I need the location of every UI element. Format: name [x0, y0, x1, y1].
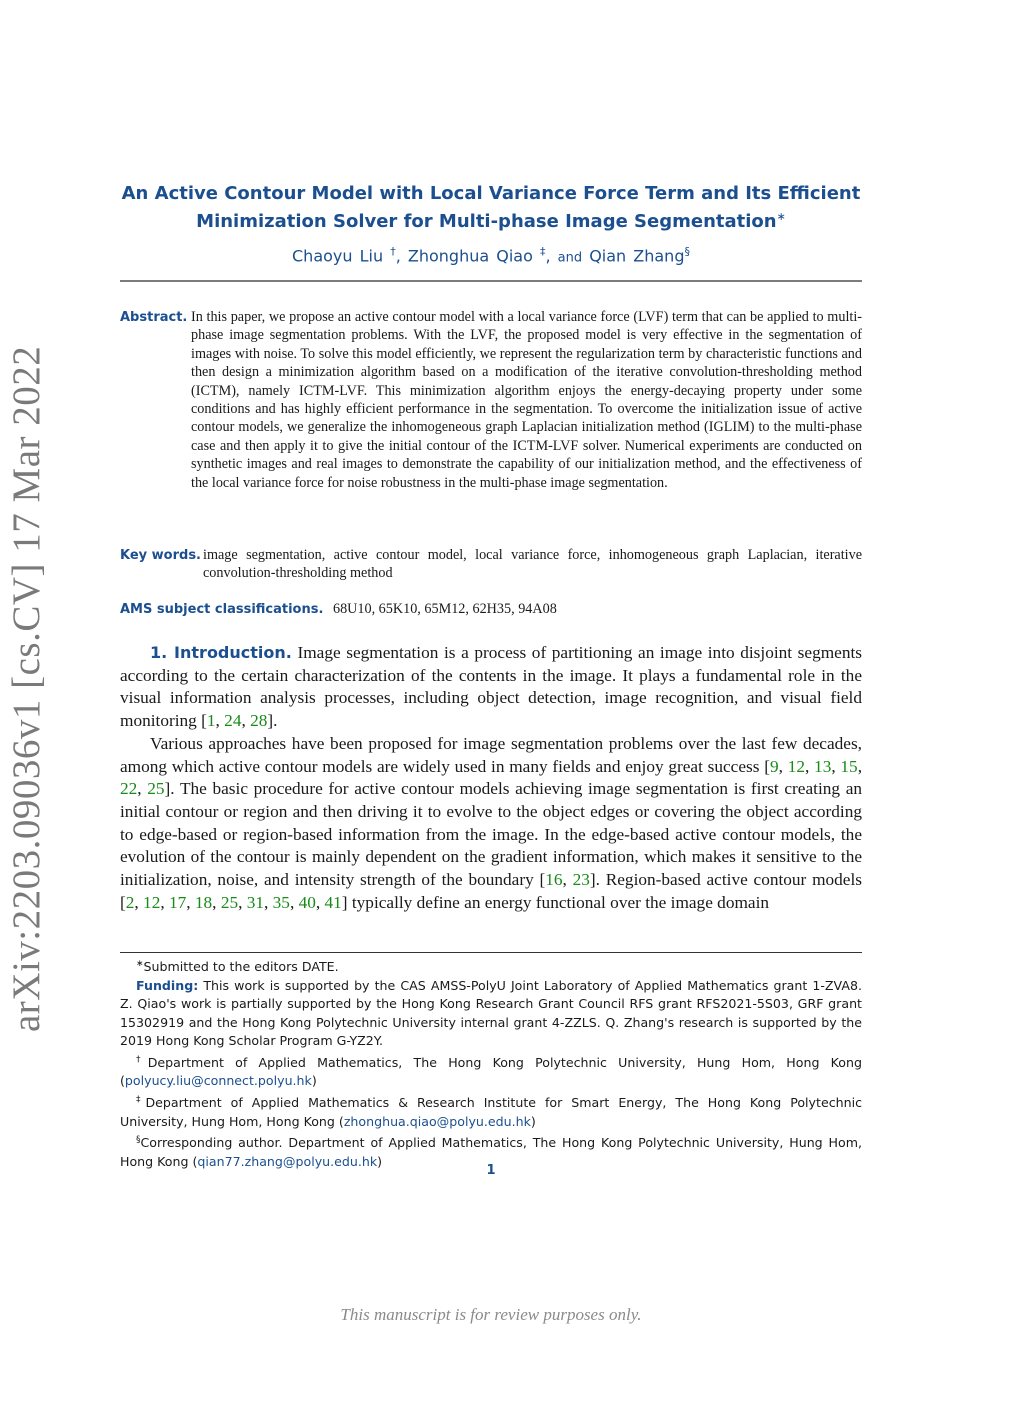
keywords-text: image segmentation, active contour model, local variance force, inhomogeneous graph Laplacian, iterative convolution-thresholding method: [203, 547, 862, 582]
review-notice: This manuscript is for review purposes only.: [340, 1305, 642, 1324]
funding-label: Funding:: [136, 977, 199, 993]
intro-p1-end: ].: [267, 711, 278, 731]
abstract-label: Abstract.: [120, 310, 188, 325]
citation-link[interactable]: 12: [787, 756, 805, 776]
keywords-label: Key words.: [120, 548, 201, 563]
citation-link[interactable]: 41: [324, 892, 342, 912]
intro-paragraph-1: 1. Introduction. Image segmentation is a process of partitioning an image into disjoint segments according to the certain characterization of the contents in the image. It plays a fundamental role in the visual information analysis processes, including object detection, image recognition, and visual field monitoring [1, 24, 28].: [120, 643, 862, 731]
footnote-rule: [120, 952, 862, 953]
footnote-mark: §: [136, 1135, 141, 1146]
intro-p2-text-b: ]. The basic procedure for active contour models achieving image segmentation is first creating an initial contour or region and then driving it to evolve to the object edges or covering the object according to edge-based or region-based information from the image. In the edge-based active contour models, the evolution of the contour is mainly dependent on the gradient information, which makes it sensitive to the initialization, noise, and intensity strength of the boundary [: [120, 779, 863, 890]
citation-link[interactable]: 2: [125, 892, 135, 912]
citation-link[interactable]: 24: [224, 711, 242, 731]
page-number: 1: [486, 1163, 496, 1178]
citation-link[interactable]: 18: [194, 892, 213, 912]
email-link[interactable]: zhonghua.qiao@polyu.edu.hk: [343, 1113, 531, 1129]
arxiv-side-stamp: arXiv:2203.09036v1 [cs.CV] 17 Mar 2022: [5, 345, 48, 1032]
author-2: Zhonghua Qiao: [407, 246, 533, 266]
footnote-affiliation: Department of Applied Mathematics & Research Institute for Smart Energy, The Hong Kong Polytechnic University, Hung Hom, Hong Kong (: [120, 1095, 862, 1129]
ams-classification: [120, 601, 557, 618]
citation-link[interactable]: 17: [168, 892, 187, 912]
citation-link[interactable]: 22: [120, 779, 138, 799]
footnote-affiliation: Corresponding author. Department of Applied Mathematics, The Hong Kong Polytechnic University, Hung Hom, Hong Kong (: [120, 1135, 862, 1169]
footnote-close: ): [530, 1113, 536, 1129]
intro-p2-text-c: ]. Region-based active contour models [: [120, 870, 862, 912]
author-list: Chaoyu Liu †, Zhonghua Qiao ‡, and Qian Zhang§: [292, 245, 690, 266]
author-3-mark: §: [684, 245, 690, 258]
author-and: and: [557, 250, 583, 266]
title-footnote-mark: ∗: [776, 210, 786, 223]
intro-p1-text: Image segmentation is a process of partitioning an image into disjoint segments according to the certain characterization of the contents in the image. It plays a fundamental role in the visual information analysis processes, including object detection, image recognition, and visual field monitoring [: [120, 643, 862, 731]
citation-link[interactable]: 25: [220, 892, 239, 912]
paper-title: [120, 182, 862, 233]
footnote-mark: †: [136, 1054, 148, 1065]
ams-label: AMS subject classifications.: [120, 602, 324, 617]
citation-link[interactable]: 16: [545, 870, 563, 890]
footnotes: [120, 955, 862, 1171]
author-2-mark: ‡: [539, 245, 546, 258]
footnote-author-2: [120, 1091, 862, 1131]
intro-paragraph-2: Various approaches have been proposed for image segmentation problems over the last few decades, among which active contour models are widely used in many fields and enjoy great success [9, 12, 13, 15, 22, 25]. The basic procedure for active contour models achieving image segmentation is first creating an initial contour or region and then driving it to evolve to the object edges or covering the object according to edge-based or region-based information from the image. In the edge-based active contour models, the evolution of the contour is mainly dependent on the gradient information, which makes it sensitive to the initialization, noise, and intensity strength of the boundary [16, 23]. Region-based active contour models [2, 12, 17, 18, 25, 31, 35, 40, 41] typically define an energy functional over the image domain: [120, 733, 863, 912]
footnote-mark: ‡: [136, 1094, 146, 1105]
section-introduction: [120, 642, 862, 914]
footnote-mark: ∗: [136, 959, 144, 969]
footnote-funding: [120, 977, 862, 1051]
citation-link[interactable]: 40: [298, 892, 316, 912]
section-heading: 1. Introduction.: [150, 643, 292, 662]
funding-text: This work is supported by the CAS AMSS-PolyU Joint Laboratory of Applied Mathematics grant 1-ZVA8. Z. Qiao's work is partially supported by the Hong Kong Research Grant Council RFS grant RFS2021-5S03, GRF grant 15302919 and the Hong Kong Polytechnic University internal grant 4-ZZLS. Q. Zhang's research is supported by the 2019 Hong Kong Scholar Program G-YZ2Y.: [120, 977, 862, 1049]
intro-p2-text-a: Various approaches have been proposed for image segmentation problems over the last few decades, among which active contour models are widely used in many fields and enjoy great success [: [120, 733, 862, 776]
email-link[interactable]: qian77.zhang@polyu.edu.hk: [197, 1153, 378, 1169]
author-3: Qian Zhang: [589, 246, 685, 266]
intro-p2-text-d: ] typically define an energy functional over the image domain: [341, 892, 770, 912]
header-rule: [120, 280, 862, 282]
footnote-submitted: [120, 955, 862, 977]
footnote-submitted-text: Submitted to the editors DATE.: [143, 959, 339, 975]
author-1: Chaoyu Liu: [292, 246, 384, 266]
citation-link[interactable]: 35: [272, 892, 290, 912]
ams-text: 68U10, 65K10, 65M12, 62H35, 94A08: [332, 601, 557, 617]
footnote-author-1: [120, 1051, 862, 1091]
citation-link[interactable]: 28: [250, 711, 268, 731]
email-link[interactable]: polyucy.liu@connect.polyu.hk: [124, 1073, 312, 1089]
footnote-affiliation: Department of Applied Mathematics, The Hong Kong Polytechnic University, Hung Hom, Hong Kong (: [120, 1054, 862, 1089]
title-line-2: Minimization Solver for Multi-phase Image Segmentation: [196, 211, 777, 232]
abstract-text: In this paper, we propose an active contour model with a local variance force (LVF) term that can be applied to multi-phase image segmentation problems. With the LVF, the proposed model is very effective in the segmentation of images with noise. To solve this model efficiently, we represent the regularization term by characteristic functions and then design a minimization algorithm based on a modification of the iterative convolution-thresholding method (ICTM), namely ICTM-LVF. This minimization algorithm enjoys the energy-decaying property under some conditions and has highly efficient performance in the segmentation. To overcome the initialization issue of active contour models, we generalize the inhomogeneous graph Laplacian initialization method (IGLIM) to the multi-phase case and then apply it to give the initial contour of the ICTM-LVF solver. Numerical experiments are conducted on synthetic images and real images to demonstrate the capability of our initialization method, and the effectiveness of the local variance force for noise robustness in the multi-phase image segmentation.: [191, 309, 862, 491]
citation-link[interactable]: 12: [143, 892, 161, 912]
citation-link[interactable]: 25: [147, 779, 165, 799]
citation-link[interactable]: 15: [840, 756, 858, 776]
footnote-close: ): [311, 1073, 317, 1089]
citation-link[interactable]: 1: [206, 711, 216, 731]
citation-link[interactable]: 31: [246, 892, 265, 912]
citation-link[interactable]: 23: [572, 870, 590, 890]
citation-link[interactable]: 9: [769, 756, 779, 776]
footnote-close: ): [377, 1153, 383, 1169]
citation-link[interactable]: 13: [814, 756, 832, 776]
author-1-mark: †: [390, 245, 396, 258]
title-line-1: An Active Contour Model with Local Variance Force Term and Its Efficient: [121, 183, 861, 204]
